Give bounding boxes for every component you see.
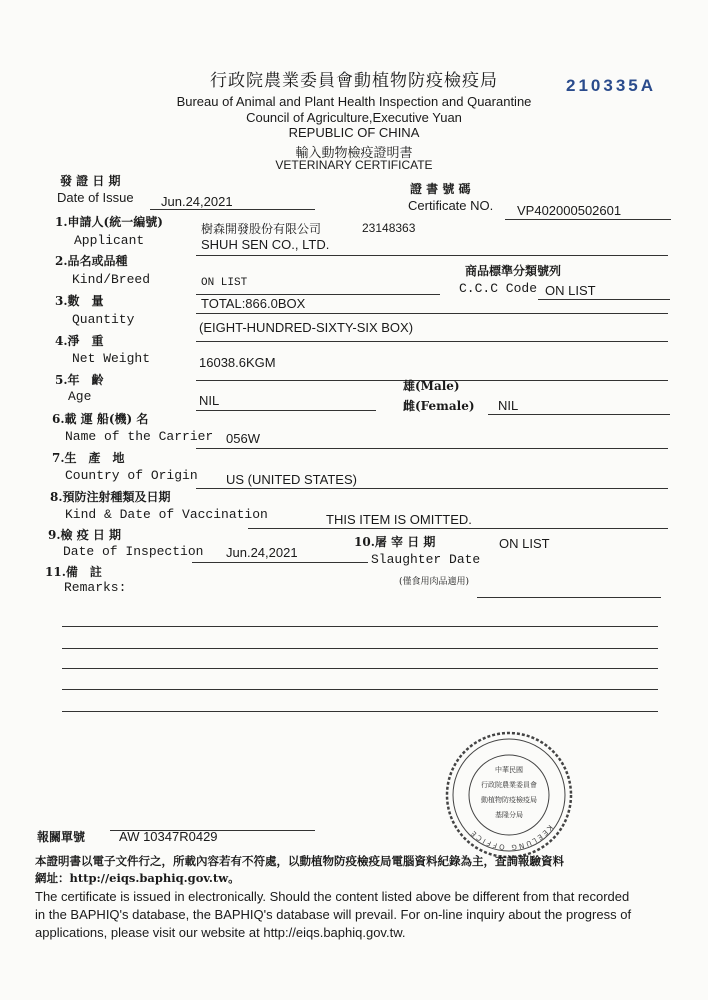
ccc-zh-label: 商品標準分類號列 xyxy=(465,264,562,278)
age-value: NIL xyxy=(199,393,220,408)
certificate-no-zh-label: 證 書 號 碼 xyxy=(410,182,471,196)
weight-zh-label: 4.淨 重 xyxy=(55,334,104,348)
weight-label: Net Weight xyxy=(72,351,151,366)
age-zh-label: 5.年 齡 xyxy=(55,373,104,387)
applicant-zh-value: 樹森開發股份有限公司 xyxy=(201,222,322,236)
carrier-label: Name of the Carrier xyxy=(65,429,214,444)
male-label: 雄(Male) xyxy=(403,379,460,393)
certificate-zh-title: 輸入動物檢疫證明書 xyxy=(295,146,413,161)
ccc-value: ON LIST xyxy=(545,283,596,298)
quantity-words: (EIGHT-HUNDRED-SIXTY-SIX BOX) xyxy=(199,320,414,335)
female-label: 雌(Female) xyxy=(403,399,475,413)
seal-line-3: 動植物防疫檢疫局 xyxy=(481,796,537,804)
weight-value: 16038.6KGM xyxy=(199,355,276,370)
carrier-value: 056W xyxy=(226,431,260,446)
origin-label: Country of Origin xyxy=(65,468,198,483)
certificate-en-title: VETERINARY CERTIFICATE xyxy=(275,158,433,172)
carrier-zh-label: 6.載 運 船(機) 名 xyxy=(52,412,149,426)
ccc-label: C.C.C Code xyxy=(459,281,538,296)
origin-zh-label: 7.生 產 地 xyxy=(52,451,125,465)
quantity-label: Quantity xyxy=(72,312,135,327)
serial-stamp: 210335A xyxy=(566,76,657,95)
age-label: Age xyxy=(68,389,92,404)
bureau-seal xyxy=(444,730,574,860)
kind-label: Kind/Breed xyxy=(72,272,151,287)
remarks-zh-label: 11.備 註 xyxy=(45,565,102,579)
applicant-zh-label: 1.申請人(統一編號) xyxy=(55,215,163,229)
declaration-no-label: 報關單號 xyxy=(37,830,86,844)
remarks-label: Remarks: xyxy=(64,580,127,595)
applicant-label: Applicant xyxy=(74,233,145,248)
quantity-value: TOTAL:866.0BOX xyxy=(201,296,306,311)
notice-zh-1: 本證明書以電子文件行之，所載內容若有不符處，以動植物防疫檢疫局電腦資料紀錄為主，查詢報驗資料 xyxy=(35,854,564,868)
applicant-value: SHUH SEN CO., LTD. xyxy=(201,237,330,252)
notice-en-2: in the BAPHIQ's database, the BAPHIQ's database will prevail. For on-line inquiry about the progress of xyxy=(35,907,632,922)
seal-ring-text: KEELUNG OFFICE xyxy=(468,823,555,852)
seal-line-4: 基隆分局 xyxy=(495,811,523,819)
bureau-zh-title: 行政院農業委員會動植物防疫檢疫局 xyxy=(210,71,498,91)
slaughter-label: Slaughter Date xyxy=(371,552,481,567)
certificate-no-value: VP402000502601 xyxy=(517,203,622,218)
inspection-label: Date of Inspection xyxy=(63,544,204,559)
issue-date-zh-label: 發 證 日 期 xyxy=(60,174,121,188)
vaccination-zh-label: 8.預防注射種類及日期 xyxy=(50,490,171,504)
vaccination-label: Kind & Date of Vaccination xyxy=(65,507,268,522)
declaration-no-value: AW 10347R0429 xyxy=(119,829,218,844)
kind-zh-label: 2.品名或品種 xyxy=(55,254,128,268)
inspection-zh-label: 9.檢 疫 日 期 xyxy=(48,528,122,542)
certificate-no-label: Certificate NO. xyxy=(408,198,494,213)
notice-en-3: applications, please visit our website at http://eiqs.baphiq.gov.tw. xyxy=(35,925,406,940)
inspection-value: Jun.24,2021 xyxy=(226,545,298,560)
applicant-id: 23148363 xyxy=(362,221,416,235)
country-en-title: REPUBLIC OF CHINA xyxy=(288,125,420,140)
slaughter-zh-label: 10.屠 宰 日 期 xyxy=(354,535,436,549)
slaughter-note: (僅食用肉品適用) xyxy=(399,577,470,587)
seal-line-1: 中華民國 xyxy=(495,766,523,774)
issue-date-label: Date of Issue xyxy=(57,190,134,205)
issue-date-value: Jun.24,2021 xyxy=(161,194,233,209)
quantity-zh-label: 3.數 量 xyxy=(55,294,104,308)
council-en-title: Council of Agriculture,Executive Yuan xyxy=(246,110,462,125)
bureau-en-title: Bureau of Animal and Plant Health Inspection and Quarantine xyxy=(176,94,532,109)
slaughter-value: ON LIST xyxy=(499,536,550,551)
seal-line-2: 行政院農業委員會 xyxy=(481,781,537,789)
sex-value: NIL xyxy=(498,398,519,413)
vaccination-value: THIS ITEM IS OMITTED. xyxy=(326,512,472,527)
notice-zh-2: 網址：http://eiqs.baphiq.gov.tw。 xyxy=(35,871,240,885)
origin-value: US (UNITED STATES) xyxy=(226,472,357,487)
notice-en-1: The certificate is issued in electronically. Should the content listed above be different from that recorded xyxy=(35,889,630,904)
kind-value: ON LIST xyxy=(201,277,248,289)
